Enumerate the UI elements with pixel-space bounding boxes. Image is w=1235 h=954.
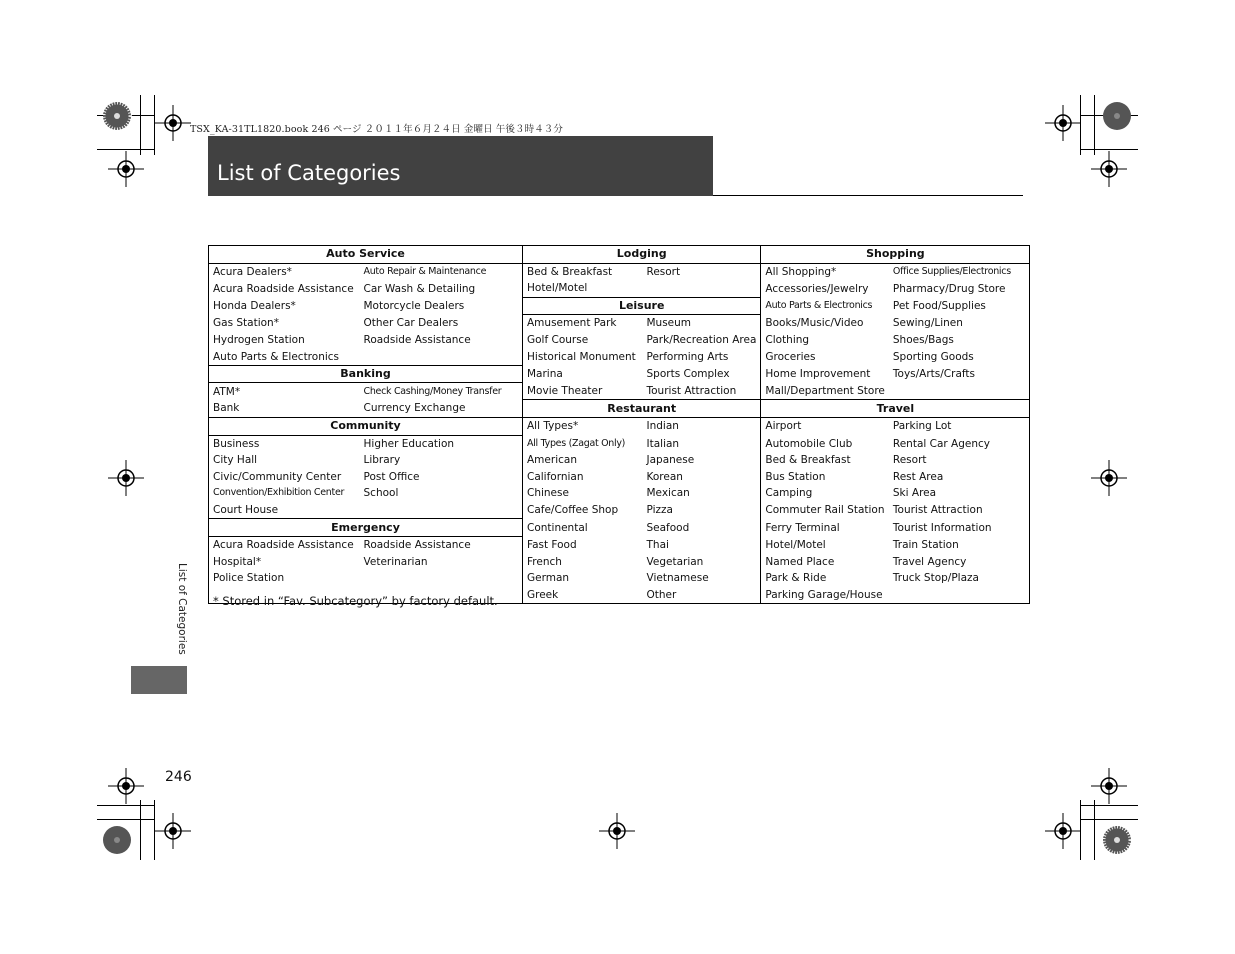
category-cell: Bank [213, 402, 240, 415]
table-row [209, 400, 1030, 418]
category-cell: City Hall [213, 454, 258, 467]
category-cell: Indian [643, 417, 761, 435]
category-cell: Japanese [643, 452, 761, 469]
category-cell: Auto Repair & Maintenance [360, 263, 523, 280]
table-row [209, 280, 1030, 297]
category-cell: Movie Theater [527, 385, 603, 398]
category-cell: Higher Education [360, 435, 523, 452]
category-cell: Museum [643, 315, 761, 332]
category-cell: Continental [527, 521, 588, 534]
category-cell: Tourist Attraction [892, 504, 983, 517]
category-cell: All Types* [527, 420, 579, 433]
category-cell [889, 586, 1030, 603]
category-cell: Parking Lot [892, 420, 952, 433]
category-cell: Korean [643, 469, 761, 486]
category-cell: Shoes/Bags [892, 334, 954, 346]
section-heading-shopping: Shopping [761, 246, 1030, 264]
category-cell: Seafood [643, 519, 761, 537]
category-cell: Resort [892, 454, 927, 467]
category-cell: Auto Parts & Electronics [765, 299, 873, 311]
category-cell: Bus Station [765, 470, 826, 483]
category-cell: Truck Stop/Plaza [892, 572, 979, 585]
starburst-mark-icon [1102, 825, 1132, 855]
category-cell: Greek [527, 588, 559, 601]
registration-target-icon [1045, 813, 1081, 849]
title-rule [713, 195, 1023, 196]
registration-target-icon [108, 460, 144, 496]
category-cell: Rental Car Agency [892, 437, 991, 450]
category-cell: Camping [765, 487, 813, 500]
category-cell: Mall/Department Store [765, 385, 885, 398]
category-cell: Vegetarian [643, 553, 761, 570]
category-cell: All Shopping* [765, 265, 837, 278]
category-cell: Pharmacy/Drug Store [892, 282, 1006, 295]
category-cell: Auto Parts & Electronics [213, 350, 340, 363]
table-row [209, 485, 1030, 502]
category-cell: Bed & Breakfast [527, 265, 613, 278]
category-cell: Cafe/Coffee Shop [527, 504, 619, 517]
category-cell: Roadside Assistance [360, 536, 523, 553]
table-row [209, 519, 1030, 537]
category-cell: Court House [213, 503, 279, 516]
category-cell: Home Improvement [765, 368, 871, 381]
category-cell: Chinese [527, 487, 569, 500]
category-cell: Roadside Assistance [360, 332, 523, 349]
category-cell: Veterinarian [360, 553, 523, 570]
starburst-mark-icon [1102, 101, 1132, 131]
table-row [209, 297, 1030, 315]
table-row [209, 502, 1030, 519]
starburst-mark-icon [102, 825, 132, 855]
category-cell: Groceries [765, 350, 816, 363]
category-cell: German [527, 572, 570, 585]
category-cell: American [527, 454, 577, 467]
category-cell: Other Car Dealers [360, 315, 523, 332]
category-cell: Business [213, 437, 260, 450]
category-cell: Marina [527, 368, 563, 381]
category-cell: Acura Dealers* [213, 265, 292, 278]
registration-target-icon [1091, 460, 1127, 496]
registration-target-icon [599, 813, 635, 849]
table-row [209, 365, 1030, 383]
category-cell: All Types (Zagat Only) [527, 437, 626, 449]
category-cell: Motorcycle Dealers [360, 297, 523, 315]
table-row [209, 332, 1030, 349]
category-cell: Acura Roadside Assistance [213, 282, 354, 295]
category-cell: Tourist Information [892, 521, 992, 534]
table-row [209, 383, 1030, 400]
category-cell: ATM* [213, 385, 241, 398]
category-cell: Californian [527, 470, 584, 483]
section-heading-auto-service: Auto Service [209, 246, 523, 264]
table-row [209, 553, 1030, 570]
category-cell: Parking Garage/House [765, 588, 883, 601]
section-heading-emergency: Emergency [209, 519, 523, 537]
section-heading-leisure: Leisure [523, 297, 761, 315]
category-cell: Travel Agency [892, 555, 967, 568]
category-cell: Airport [765, 420, 802, 433]
category-cell: Commuter Rail Station [765, 504, 885, 517]
category-cell: Library [360, 452, 523, 469]
starburst-mark-icon [102, 101, 132, 131]
category-cell: Gas Station* [213, 317, 279, 330]
category-cell: Sporting Goods [892, 350, 974, 363]
section-heading-community: Community [209, 417, 523, 435]
category-cell: Civic/Community Center [213, 470, 342, 483]
registration-target-icon [1091, 151, 1127, 187]
category-cell: Hotel/Motel [765, 538, 826, 551]
table-row [209, 536, 1030, 553]
registration-target-icon [155, 105, 191, 141]
category-cell: Sewing/Linen [892, 317, 963, 330]
category-cell: Books/Music/Video [765, 317, 864, 330]
table-row [209, 452, 1030, 469]
category-cell: Resort [643, 263, 761, 280]
print-header: TSX_KA-31TL1820.book 246 ページ ２０１１年６月２４日 金曜日 午後３時４３分 [190, 124, 563, 135]
category-cell: Thai [643, 536, 761, 553]
footnote: * Stored in “Fav. Subcategory” by factory default. [213, 594, 498, 608]
category-cell [889, 383, 1030, 400]
registration-target-icon [1045, 105, 1081, 141]
side-section-tab [131, 666, 187, 694]
category-cell: Car Wash & Detailing [360, 280, 523, 297]
registration-target-icon [155, 813, 191, 849]
category-cell: Acura Roadside Assistance [213, 539, 354, 552]
table-row [209, 315, 1030, 332]
category-cell: Honda Dealers* [213, 299, 296, 312]
page-number: 246 [165, 769, 192, 785]
category-cell: Golf Course [527, 334, 589, 346]
table-row [209, 263, 1030, 280]
category-cell [360, 348, 523, 365]
category-cell: Other [643, 586, 761, 603]
category-cell: Rest Area [892, 470, 944, 483]
table-row [209, 246, 1030, 264]
category-cell: Historical Monument [527, 350, 636, 363]
category-cell: Fast Food [527, 538, 577, 551]
registration-target-icon [108, 151, 144, 187]
category-cell [360, 502, 523, 519]
category-cell: Office Supplies/Electronics [892, 265, 1011, 277]
category-cell: Sports Complex [643, 365, 761, 383]
category-cell: Hotel/Motel [527, 282, 588, 295]
category-cell: Vietnamese [643, 570, 761, 587]
section-heading-banking: Banking [209, 365, 523, 383]
category-cell: Bed & Breakfast [765, 454, 851, 467]
category-cell: Named Place [765, 555, 835, 568]
category-cell: Clothing [765, 334, 810, 346]
category-cell: Ferry Terminal [765, 521, 840, 534]
category-cell [643, 280, 761, 297]
category-cell: Police Station [213, 572, 285, 585]
category-cell: Italian [643, 435, 761, 452]
table-row [209, 570, 1030, 587]
category-cell: Performing Arts [643, 348, 761, 365]
category-cell: Post Office [360, 469, 523, 486]
category-cell: Accessories/Jewelry [765, 282, 869, 295]
section-heading-restaurant: Restaurant [523, 400, 761, 418]
table-row [209, 417, 1030, 435]
category-cell: Hydrogen Station [213, 334, 305, 346]
side-section-label: List of Categories [176, 563, 188, 655]
registration-target-icon [1091, 768, 1127, 804]
category-cell: Pet Food/Supplies [892, 299, 986, 312]
category-cell: Pizza [643, 502, 761, 519]
category-cell: Park & Ride [765, 572, 827, 585]
category-cell: Check Cashing/Money Transfer [360, 383, 523, 400]
category-cell: Ski Area [892, 487, 937, 500]
table-row [209, 435, 1030, 452]
registration-target-icon [108, 768, 144, 804]
category-cell: Tourist Attraction [643, 383, 761, 400]
page-title: List of Categories [217, 161, 401, 185]
section-heading-lodging: Lodging [523, 246, 761, 264]
category-cell: Mexican [643, 485, 761, 502]
categories-table [208, 245, 1030, 604]
category-cell: Automobile Club [765, 437, 853, 450]
table-row [209, 348, 1030, 365]
category-cell: Currency Exchange [360, 400, 523, 418]
category-cell: School [360, 485, 523, 502]
category-cell: Convention/Exhibition Center [213, 487, 345, 499]
category-cell: French [527, 555, 562, 568]
table-row [209, 469, 1030, 486]
category-cell: Train Station [892, 538, 959, 551]
category-cell: Park/Recreation Area [643, 332, 761, 349]
category-cell [360, 570, 523, 587]
category-cell: Hospital* [213, 555, 262, 568]
category-cell: Amusement Park [527, 317, 617, 330]
category-cell: Toys/Arts/Crafts [892, 368, 975, 381]
section-heading-travel: Travel [761, 400, 1030, 418]
